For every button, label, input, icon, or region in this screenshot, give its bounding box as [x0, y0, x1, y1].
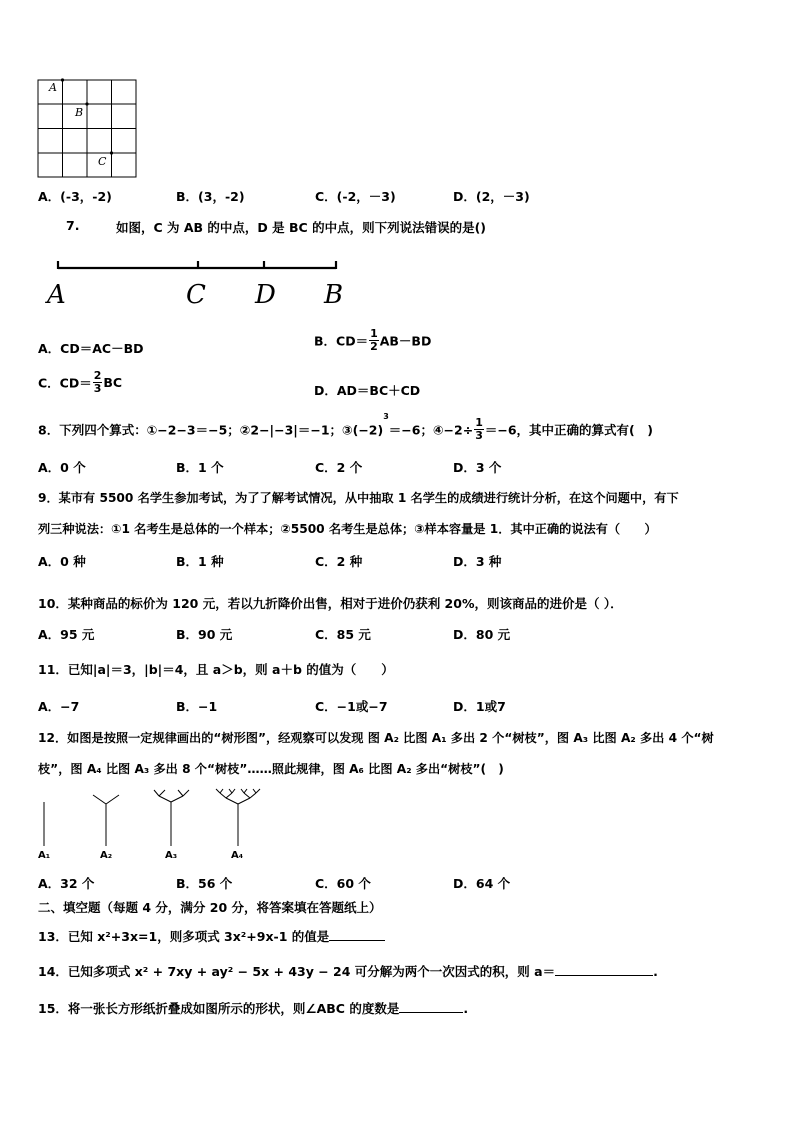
q8-option-d: D．3 个: [453, 460, 502, 475]
q11-option-c: C．−1或−7: [315, 699, 388, 714]
q13-answer-blank[interactable]: [329, 928, 385, 941]
q11-option-b: B．−1: [176, 699, 218, 714]
q7-option-b: B．CD＝ $\frac{1}{2}$ AB－BD: [314, 327, 432, 353]
q8-option-c: C．2 个: [315, 460, 363, 475]
segment-label-d: D: [255, 280, 276, 310]
tree-diagram-figure: [35, 788, 275, 850]
q10-option-b: B．90 元: [176, 627, 233, 642]
q7-stem: 如图，C 为 AB 的中点，D 是 BC 的中点，则下列说法错误的是(): [116, 220, 486, 235]
q11-option-d: D．1或7: [453, 699, 506, 714]
q11-option-a: A．−7: [38, 699, 80, 714]
q9-stem-line2: 列三种说法：①1 名考生是总体的一个样本；②5500 名考生是总体；③样本容量是 1．其中正确的说法有（ ）: [38, 522, 657, 536]
segment-figure: [50, 258, 350, 278]
q14-answer-blank[interactable]: [555, 963, 653, 976]
q13-stem: 13．已知 x²+3x=1，则多项式 3x²+9x-1 的值是: [38, 927, 385, 945]
q11-stem: 11．已知|a|＝3，|b|＝4，且 a＞b，则 a＋b 的值为（ ）: [38, 662, 394, 677]
q8-option-a: A．0 个: [38, 460, 86, 475]
grid-label-b: B: [75, 106, 84, 119]
segment-label-a: A: [47, 280, 66, 310]
tree-label-a3: A₃: [165, 850, 178, 861]
grid-label-c: C: [98, 155, 107, 168]
q7-option-a: A．CD＝AC－BD: [38, 341, 144, 356]
tree-label-a4: A₄: [231, 850, 244, 861]
q6-option-d: D．(2，－3): [453, 189, 530, 204]
grid-label-a: A: [49, 81, 57, 94]
q12-option-a: A．32 个: [38, 876, 95, 891]
q9-option-a: A．0 种: [38, 554, 86, 569]
q7-option-c: C．CD＝ $\frac{2}{3}$ BC: [38, 369, 123, 395]
q8-stem: 8．下列四个算式：①−2−3＝−5；②2−|−3|＝−1；$③(-2)^3=-6$；④−2÷ $\frac{1}{3}$ ＝−6，其中正确的算式有( ): [38, 412, 653, 442]
q9-option-c: C．2 种: [315, 554, 363, 569]
segment-label-c: C: [186, 280, 206, 310]
q12-option-d: D．64 个: [453, 876, 511, 891]
q12-option-b: B．56 个: [176, 876, 233, 891]
q7-option-d: D．AD＝BC＋CD: [314, 383, 421, 398]
q7-number: 7.: [66, 218, 80, 233]
q9-option-d: D．3 种: [453, 554, 502, 569]
q10-option-a: A．95 元: [38, 627, 95, 642]
q6-option-b: B．(3，-2): [176, 189, 245, 204]
q15-answer-blank[interactable]: [399, 1000, 463, 1013]
q6-option-c: C．(-2，－3): [315, 189, 396, 204]
q10-option-d: D．80 元: [453, 627, 511, 642]
q10-stem: 10．某种商品的标价为 120 元，若以九折降价出售，相对于进价仍获利 20%，则该商品的进价是（ ）．: [38, 596, 623, 611]
q12-stem-line1: 12．如图是按照一定规律画出的“树形图”，经观察可以发现 图 A₂ 比图 A₁ 多出 2 个“树枝”，图 A₃ 比图 A₂ 多出 4 个“树: [38, 731, 714, 745]
q6-option-a: A．(-3，-2): [38, 189, 112, 204]
q15-stem: 15．将一张长方形纸折叠成如图所示的形状，则∠ABC 的度数是 .: [38, 1001, 469, 1016]
q9-option-b: B．1 种: [176, 554, 224, 569]
segment-label-b: B: [324, 280, 344, 310]
q12-option-c: C．60 个: [315, 876, 371, 891]
tree-label-a2: A₂: [100, 850, 113, 861]
q10-option-c: C．85 元: [315, 627, 371, 642]
section-title: 二、填空题（每题 4 分，满分 20 分，将答案填在答题纸上）: [38, 900, 382, 915]
q8-option-b: B．1 个: [176, 460, 224, 475]
q9-stem-line1: 9．某市有 5500 名学生参加考试，为了了解考试情况，从中抽取 1 名学生的成绩进行统计分析，在这个问题中，有下: [38, 491, 679, 505]
q14-stem: 14．已知多项式 x² + 7xy + ay² − 5x + 43y − 24 可分解为两个一次因式的积，则 a＝ .: [38, 964, 658, 979]
tree-label-a1: A₁: [38, 850, 51, 861]
q12-stem-line2: 枝”，图 A₄ 比图 A₃ 多出 8 个“树枝”……照此规律，图 A₆ 比图 A₂ 多出“树枝”( ): [38, 762, 504, 776]
